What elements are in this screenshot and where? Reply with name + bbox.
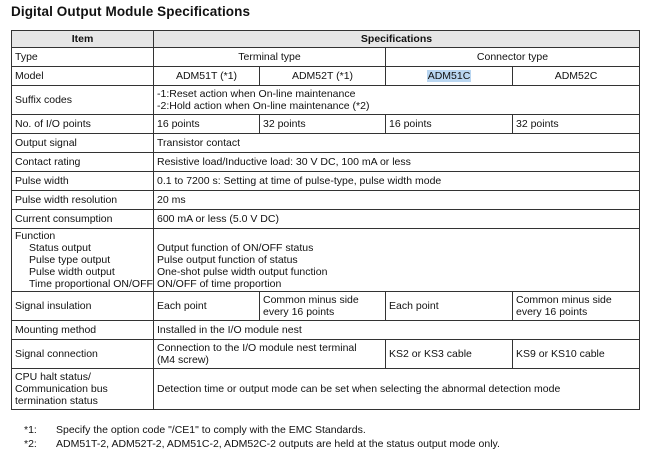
row-label: termination status [15, 395, 98, 407]
function-value: One-shot pulse width output function [157, 266, 328, 278]
value-cell [154, 340, 386, 369]
value-cell: 16 points [386, 115, 513, 134]
terminal-type-cell: Terminal type [154, 48, 386, 67]
table-row [12, 153, 640, 172]
table-row [12, 115, 640, 134]
value-cell: 600 mA or less (5.0 V DC) [154, 210, 640, 229]
function-sub-label: Pulse width output [29, 266, 115, 278]
suffix-line: -2:Hold action when On-line maintenance (*2) [157, 100, 370, 112]
value-cell: KS2 or KS3 cable [386, 340, 513, 369]
row-label: No. of I/O points [12, 115, 154, 134]
table-header-row [12, 31, 640, 48]
function-label-cell [12, 229, 154, 292]
row-label: Type [12, 48, 154, 67]
value-cell: Transistor contact [154, 134, 640, 153]
table-row [12, 48, 640, 67]
function-value: Pulse output function of status [157, 254, 298, 266]
row-label: Signal connection [12, 340, 154, 369]
footnote [24, 438, 500, 452]
function-sub-label: Pulse type output [29, 254, 111, 266]
value-line: Common minus side [263, 294, 359, 306]
table-row [12, 229, 640, 292]
value-cell: KS9 or KS10 cable [513, 340, 640, 369]
row-label: Pulse width resolution [12, 191, 154, 210]
function-sub-label: Time proportional ON/OFF [29, 278, 153, 290]
model-cell-highlighted [386, 67, 513, 86]
footnote [24, 424, 500, 438]
row-label: Mounting method [12, 321, 154, 340]
model-cell: ADM51T (*1) [154, 67, 260, 86]
value-line: every 16 points [263, 306, 335, 318]
value-cell: Installed in the I/O module nest [154, 321, 640, 340]
model-cell: ADM52T (*1) [260, 67, 386, 86]
row-label: Communication bus [15, 383, 108, 395]
function-value-cell [154, 229, 640, 292]
connector-type-cell: Connector type [386, 48, 640, 67]
spec-table [11, 30, 640, 410]
table-row [12, 340, 640, 369]
value-line: (M4 screw) [157, 354, 209, 366]
value-cell: 32 points [260, 115, 386, 134]
table-row [12, 369, 640, 410]
value-cell: Each point [386, 292, 513, 321]
table-row [12, 191, 640, 210]
row-label: Function [15, 230, 56, 242]
row-label: Pulse width [12, 172, 154, 191]
row-label: Suffix codes [12, 86, 154, 115]
function-sub-label: Status output [29, 242, 91, 254]
selected-text[interactable]: ADM51C [427, 70, 471, 82]
value-cell: 16 points [154, 115, 260, 134]
value-cell: Each point [154, 292, 260, 321]
suffix-line: -1:Reset action when On-line maintenance [157, 88, 356, 100]
row-label: Contact rating [12, 153, 154, 172]
value-line: Common minus side [516, 294, 612, 306]
row-label: CPU halt status/ [15, 371, 91, 383]
value-cell [513, 292, 640, 321]
function-value: Output function of ON/OFF status [157, 242, 314, 254]
row-label: Model [12, 67, 154, 86]
footnote-mark: *1: [24, 424, 37, 436]
table-row [12, 134, 640, 153]
footnote-mark: *2: [24, 437, 37, 450]
footnote-text: ADM51T-2, ADM52T-2, ADM51C-2, ADM52C-2 outputs are held at the status output mode only. [56, 437, 500, 450]
row-label: Output signal [12, 134, 154, 153]
suffix-cell [154, 86, 640, 115]
header-item: Item [12, 31, 154, 48]
function-value: ON/OFF of time proportion [157, 278, 282, 290]
cpu-label-cell [12, 369, 154, 410]
table-row [12, 210, 640, 229]
page-title: Digital Output Module Specifications [11, 4, 251, 19]
value-line: Connection to the I/O module nest terminal [157, 342, 357, 354]
value-line: every 16 points [516, 306, 588, 318]
footnote-text: Specify the option code "/CE1" to comply with the EMC Standards. [56, 424, 366, 436]
footnotes [24, 424, 500, 451]
value-cell [260, 292, 386, 321]
value-cell: 0.1 to 7200 s: Setting at time of pulse-type, pulse width mode [154, 172, 640, 191]
table-row [12, 172, 640, 191]
value-cell: 20 ms [154, 191, 640, 210]
table-row [12, 86, 640, 115]
value-cell: Resistive load/Inductive load: 30 V DC, 100 mA or less [154, 153, 640, 172]
row-label: Current consumption [12, 210, 154, 229]
table-row [12, 67, 640, 86]
header-specifications: Specifications [154, 31, 640, 48]
value-cell: 32 points [513, 115, 640, 134]
spacer-line [157, 230, 636, 242]
value-cell: Detection time or output mode can be set when selecting the abnormal detection mode [154, 369, 640, 410]
model-cell: ADM52C [513, 67, 640, 86]
table-row [12, 321, 640, 340]
table-row [12, 292, 640, 321]
row-label: Signal insulation [12, 292, 154, 321]
